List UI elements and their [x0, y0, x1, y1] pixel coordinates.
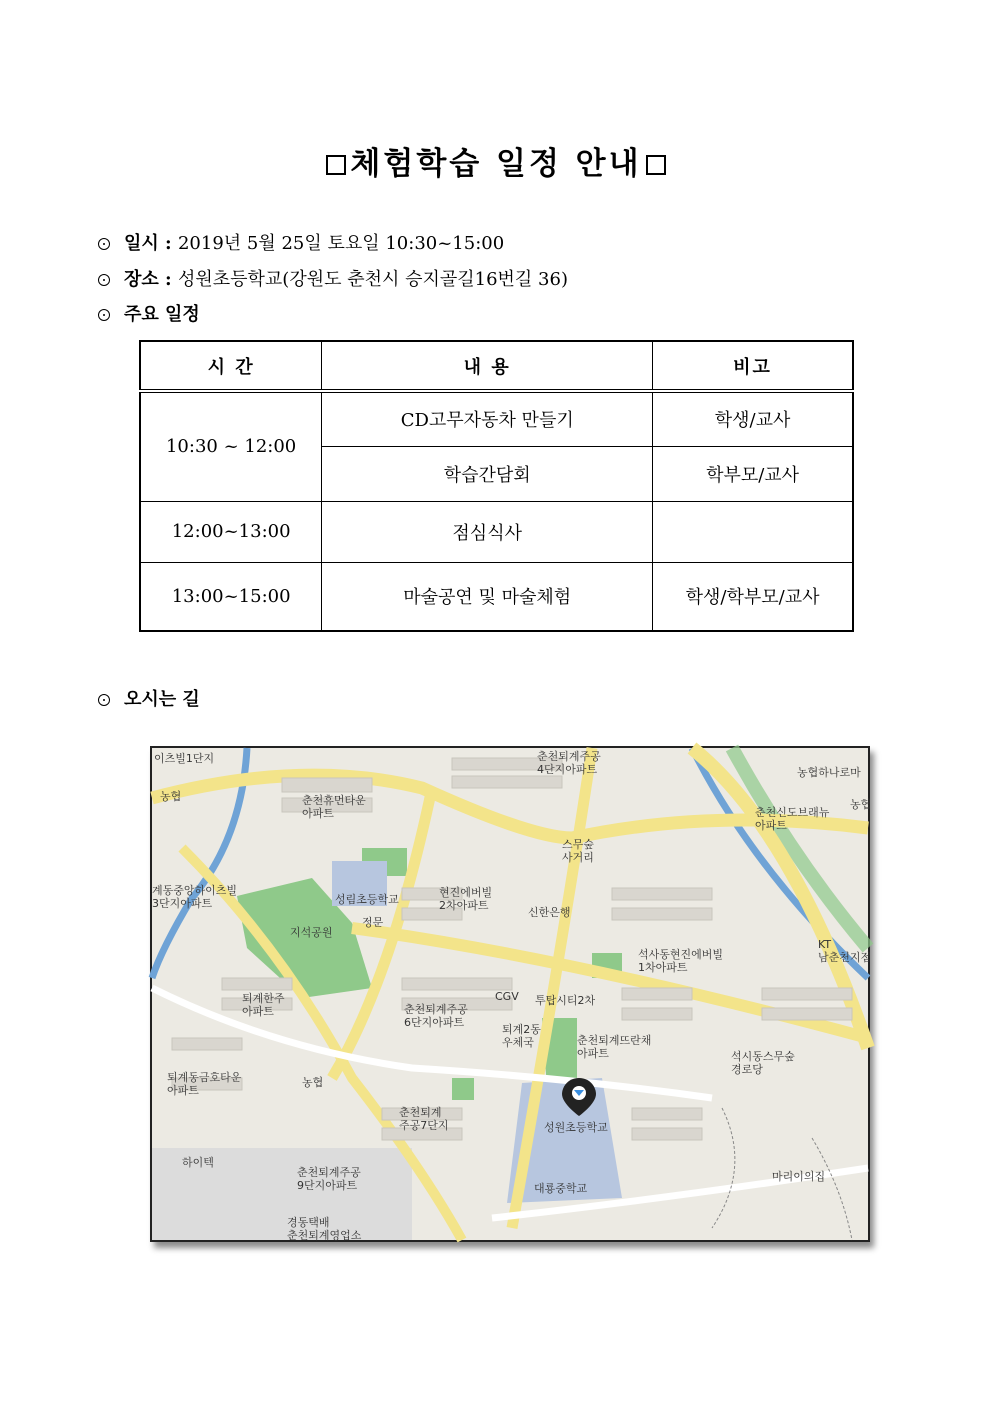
map-label: 성원초등학교 [544, 1121, 608, 1134]
table-row [140, 562, 853, 631]
date-value: 2019년 5월 25일 토요일 10:30~15:00 [177, 233, 505, 254]
map-label: 퇴계2동 우체국 [502, 1023, 541, 1049]
map-label: 이츠빌1단지 [154, 752, 215, 765]
map-label: 마리이의집 [772, 1170, 826, 1183]
content-cell: 점심식사 [322, 501, 653, 562]
map-label: 투탑시티2차 [535, 994, 596, 1007]
map-label: 농협 [850, 798, 872, 811]
map-label: 퇴계한주 아파트 [242, 992, 285, 1018]
time-cell: 12:00~13:00 [140, 501, 322, 562]
map-label: 정문 [362, 916, 384, 929]
map-label: 농협 [160, 790, 182, 803]
page-title: 체험학습 일정 안내 [0, 138, 992, 183]
time-cell: 10:30 ~ 12:00 [140, 391, 322, 501]
map-label: KT 남춘천지점 [818, 938, 872, 964]
map-label: 석사동현진에버빌 1차아파트 [638, 948, 724, 974]
circle-dot-icon [98, 694, 110, 706]
content-cell: 마술공연 및 마술체험 [322, 562, 653, 631]
table-row [140, 391, 853, 446]
content-cell: 학습간담회 [322, 446, 653, 501]
map-label: 춘천퇴계주공 4단지아파트 [537, 750, 601, 776]
header-content: 내 용 [322, 341, 653, 391]
note-cell: 학생/교사 [653, 391, 853, 446]
time-cell: 13:00~15:00 [140, 562, 322, 631]
map-label: 퇴계동금호타운 아파트 [167, 1071, 242, 1097]
map-label: 춘천퇴계 주공7단지 [399, 1106, 449, 1132]
map-label: 경동택배 춘천퇴계영업소 [287, 1216, 362, 1242]
table-header-row [140, 341, 853, 391]
square-icon [326, 155, 346, 175]
map-label: 신한은행 [528, 906, 571, 919]
note-cell: 학생/학부모/교사 [653, 562, 853, 631]
map-label: 계동중앙하이츠빌 3단지아파트 [152, 884, 238, 910]
content-cell: CD고무자동차 만들기 [322, 391, 653, 446]
place-row: 장소 : 성원초등학교(강원도 춘천시 승지골길16번길 36) [98, 265, 568, 291]
map-label: 농협하나로마 [797, 766, 861, 779]
directions-heading: 오시는 길 [98, 685, 200, 711]
map-canvas [152, 748, 872, 1242]
map-label: 춘천퇴계주공 9단지아파트 [297, 1166, 361, 1192]
map-label: 대룡중학교 [534, 1182, 588, 1195]
map-label: 성림초등학교 [335, 893, 399, 906]
date-row: 일시 : 2019년 5월 25일 토요일 10:30~15:00 [98, 229, 504, 255]
map-label: 농협 [302, 1076, 324, 1089]
map-label: 춘천신도브래뉴 아파트 [755, 806, 830, 832]
map-label: 춘천퇴계주공 6단지아파트 [404, 1003, 468, 1029]
place-value: 성원초등학교(강원도 춘천시 승지골길16번길 36) [177, 269, 568, 290]
square-icon [646, 155, 666, 175]
schedule-table [139, 340, 854, 632]
map-label: 현진에버빌 2차아파트 [439, 886, 493, 912]
map-label: 지석공원 [290, 926, 333, 939]
header-note: 비고 [653, 341, 853, 391]
header-time: 시 간 [140, 341, 322, 391]
map-label: CGV [495, 990, 519, 1003]
map-label: 춘천휴먼타운 아파트 [302, 794, 366, 820]
map-label: 석시동스무숲 경로당 [731, 1050, 795, 1076]
note-cell: 학부모/교사 [653, 446, 853, 501]
schedule-heading: 주요 일정 [98, 300, 200, 326]
circle-dot-icon [98, 309, 110, 321]
circle-dot-icon [98, 238, 110, 250]
note-cell [653, 501, 853, 562]
table-row [140, 501, 853, 562]
circle-dot-icon [98, 274, 110, 286]
map-label: 스무숲 사거리 [562, 838, 594, 864]
map-label: 하이텍 [182, 1156, 214, 1169]
location-map [150, 746, 870, 1242]
map-label: 춘천퇴계뜨란채 아파트 [577, 1034, 652, 1060]
